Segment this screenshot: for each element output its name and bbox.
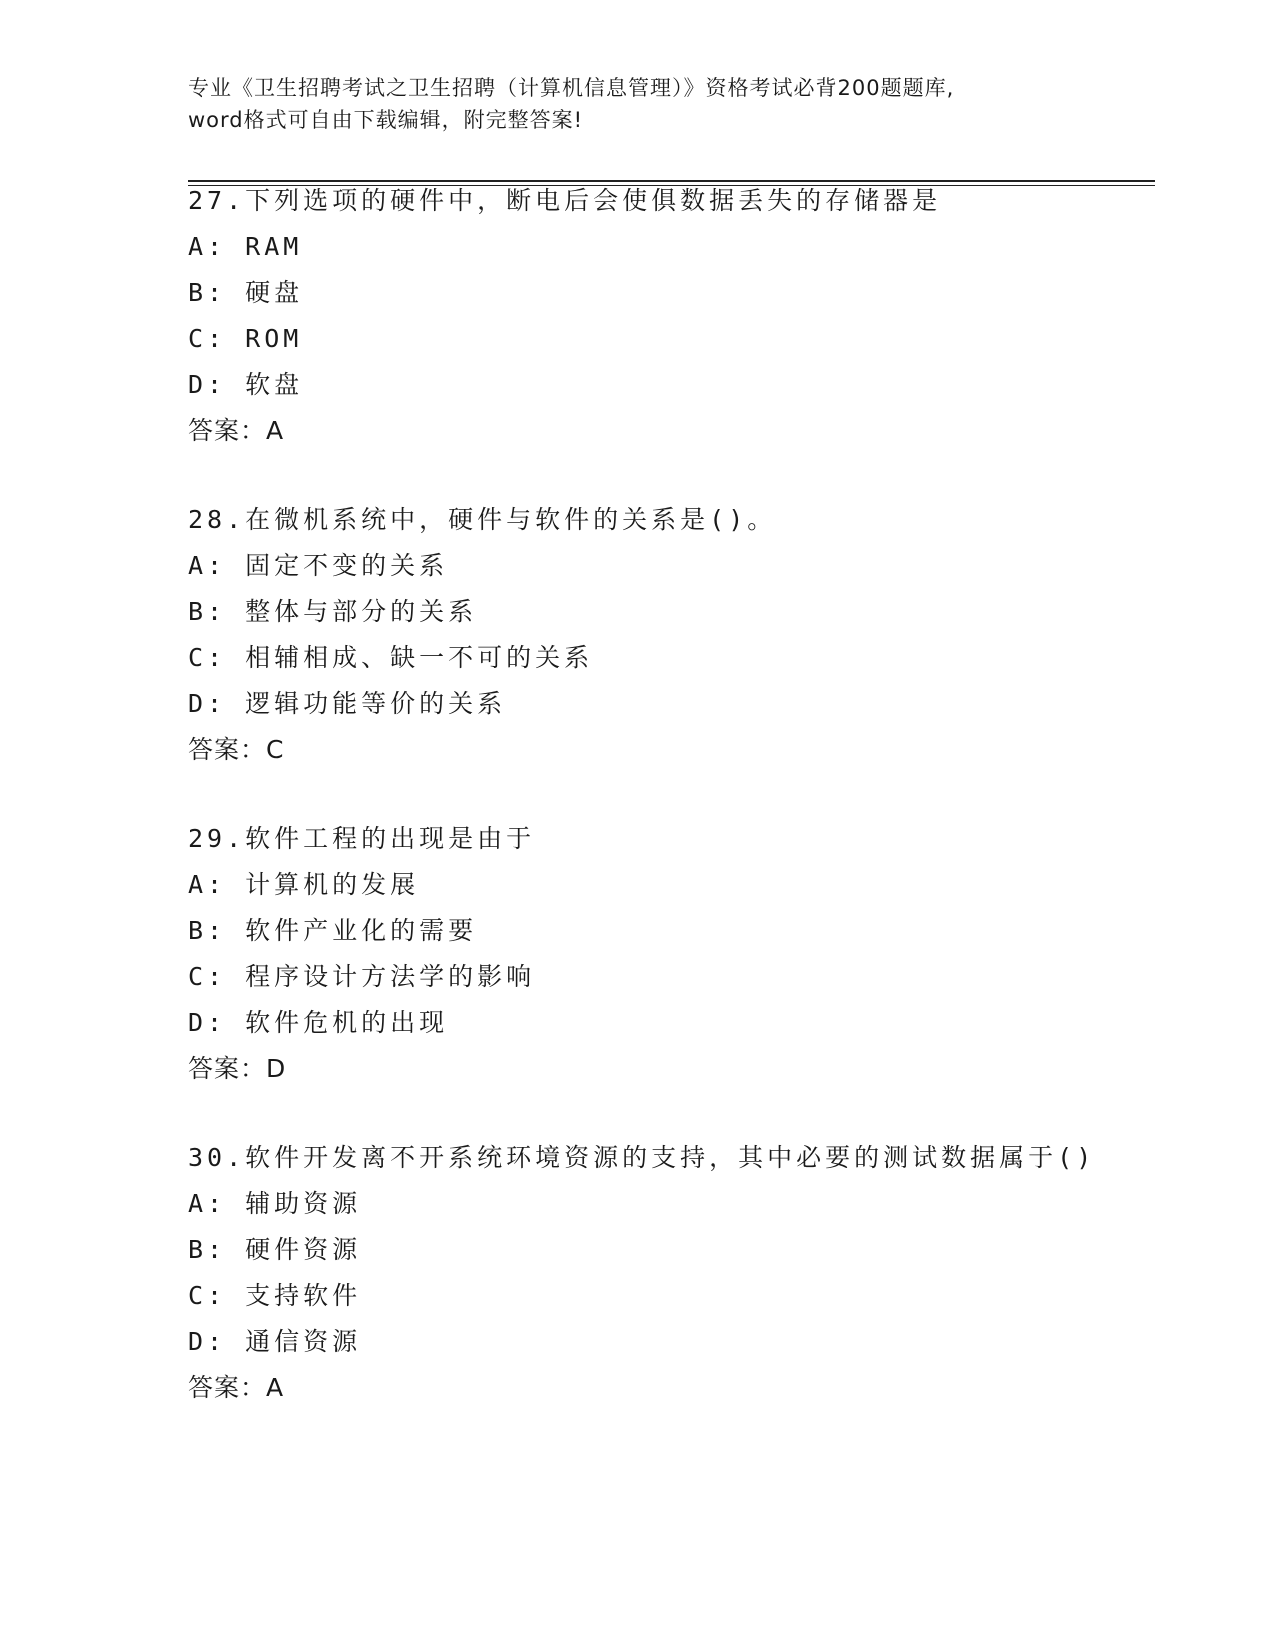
- question-stem: 30.软件开发离不开系统环境资源的支持，其中必要的测试数据属于(): [188, 1143, 1096, 1172]
- option-a: A: 固定不变的关系: [188, 551, 449, 580]
- question-29: [188, 816, 1148, 1092]
- answer-label: 答案：D: [188, 1054, 287, 1083]
- option-c: C: ROM: [188, 324, 303, 353]
- option-b: B: 硬件资源: [188, 1235, 362, 1264]
- option-d: D: 软盘: [188, 370, 304, 399]
- option-b: B: 整体与部分的关系: [188, 597, 478, 626]
- option-c: C: 支持软件: [188, 1281, 362, 1310]
- option-b: B: 硬盘: [188, 278, 304, 307]
- option-d: D: 逻辑功能等价的关系: [188, 689, 507, 718]
- document-header: [188, 72, 1088, 136]
- option-a: A: 计算机的发展: [188, 870, 420, 899]
- question-stem: 29.软件工程的出现是由于: [188, 824, 536, 853]
- option-a: A: RAM: [188, 232, 303, 261]
- option-c: C: 相辅相成、缺一不可的关系: [188, 643, 594, 672]
- header-title-line: 专业《卫生招聘考试之卫生招聘（计算机信息管理）》资格考试必背200题题库,: [188, 76, 955, 100]
- option-c: C: 程序设计方法学的影响: [188, 962, 536, 991]
- question-stem: 27.下列选项的硬件中，断电后会使俱数据丢失的存储器是: [188, 186, 942, 215]
- answer-label: 答案：A: [188, 416, 285, 445]
- option-d: D: 通信资源: [188, 1327, 362, 1356]
- question-28: [188, 497, 1148, 773]
- answer-label: 答案：C: [188, 735, 285, 764]
- question-stem: 28.在微机系统中，硬件与软件的关系是()。: [188, 505, 777, 534]
- option-d: D: 软件危机的出现: [188, 1008, 449, 1037]
- header-subtitle-line: word格式可自由下载编辑，附完整答案!: [188, 108, 584, 132]
- answer-label: 答案：A: [188, 1373, 285, 1402]
- option-b: B: 软件产业化的需要: [188, 916, 478, 945]
- question-30: [188, 1135, 1148, 1411]
- question-27: [188, 178, 1148, 454]
- option-a: A: 辅助资源: [188, 1189, 362, 1218]
